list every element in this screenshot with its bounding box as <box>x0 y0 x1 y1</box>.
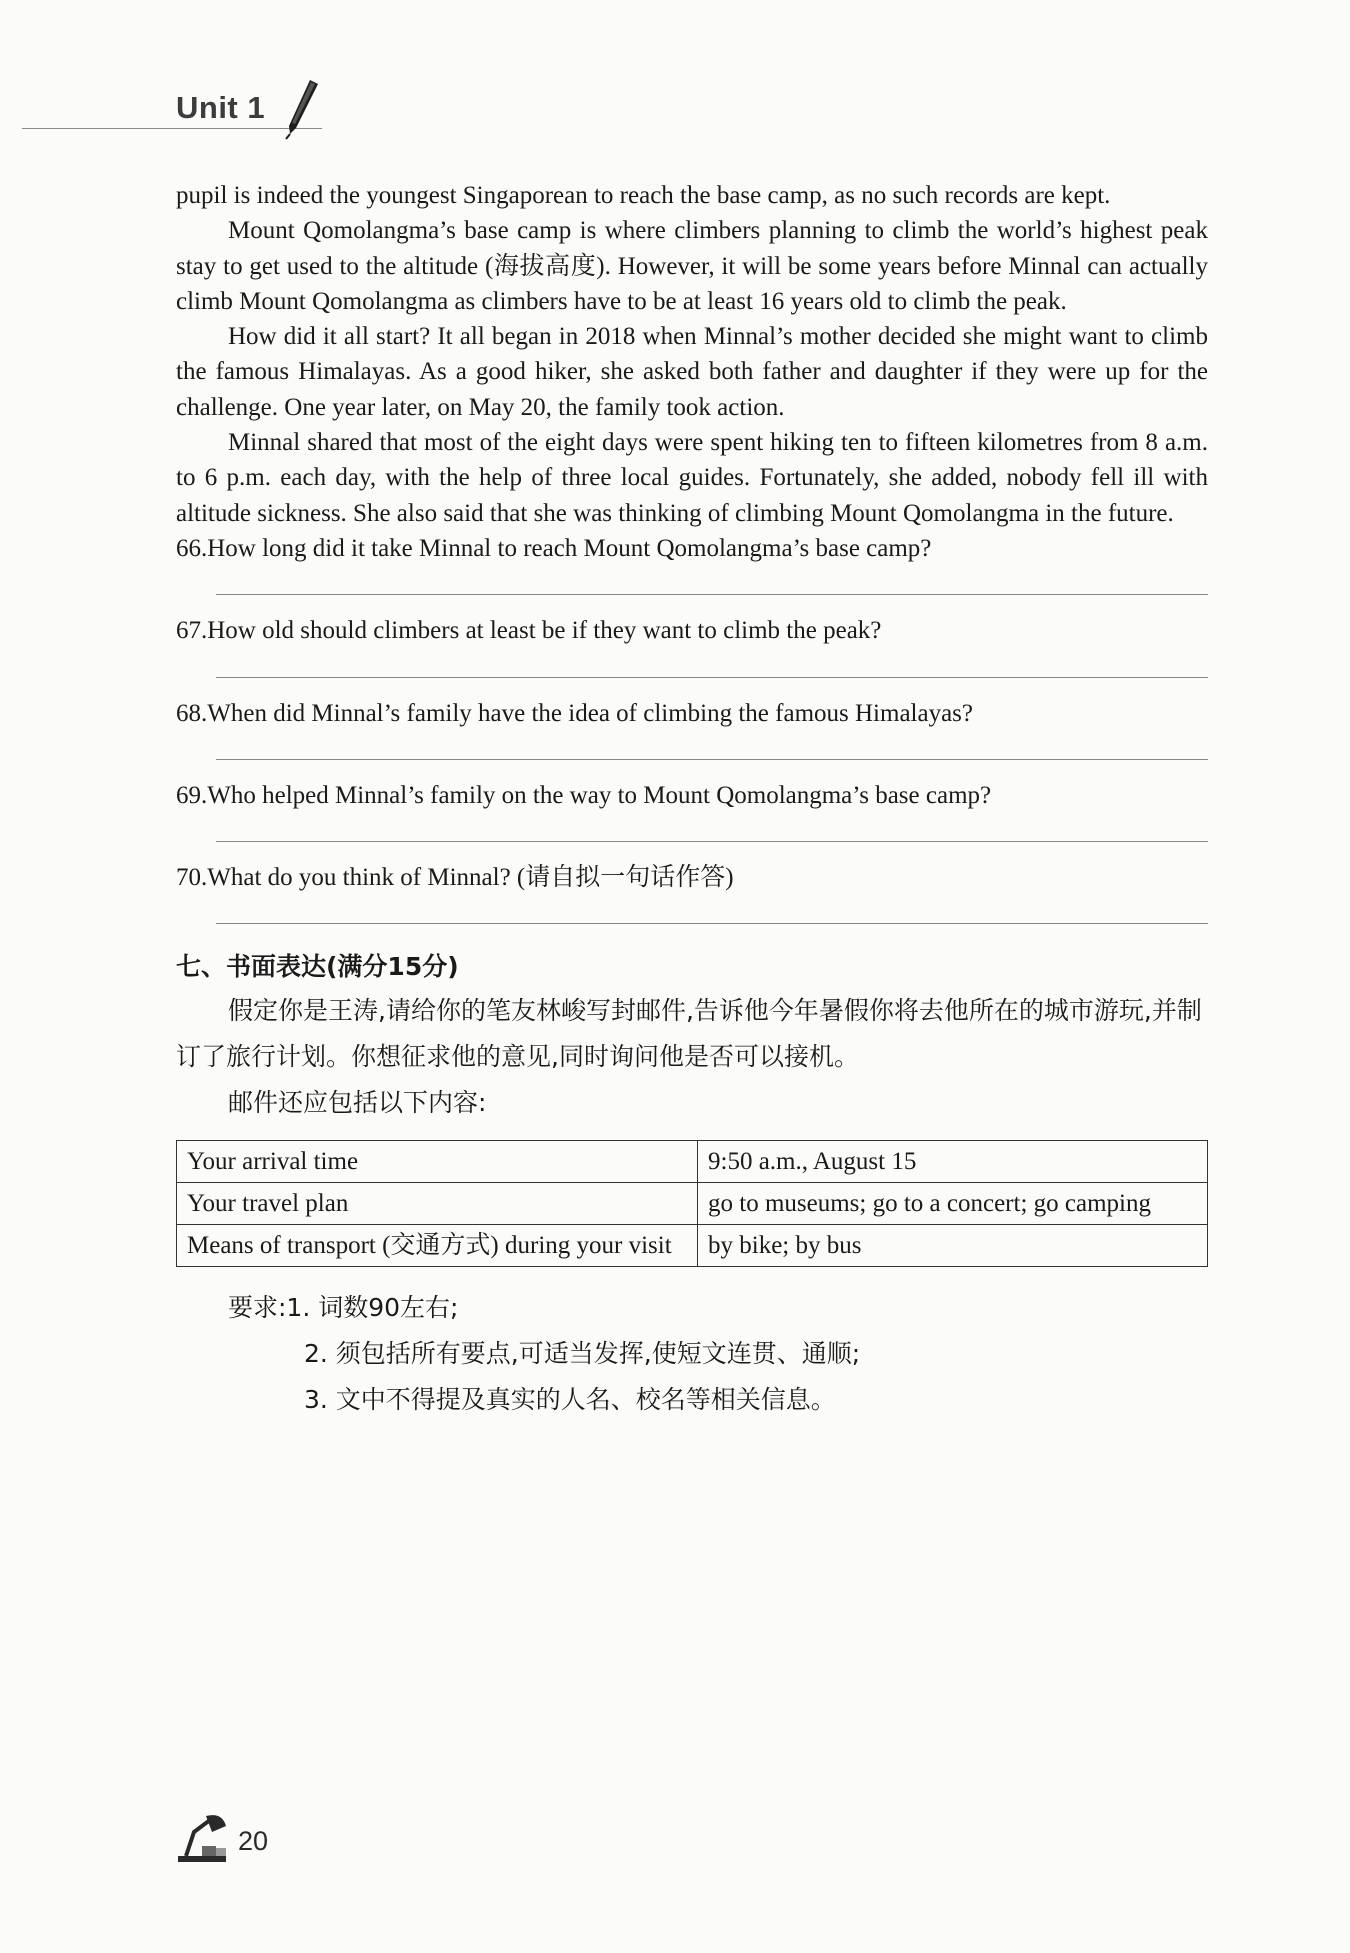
page-header <box>0 70 330 140</box>
question-number: 67. <box>176 617 208 645</box>
requirement-1: 要求:1. 词数90左右; <box>228 1293 459 1323</box>
pen-icon <box>280 78 324 140</box>
passage-paragraph-4: Minnal shared that most of the eight days were spent hiking ten to fifteen kilometres from 8 a.m. to 6 p.m. each day, with the help of three local guides. Fortunately, she added, nobody fell ill with altitude sickness. She also said that she was thinking of climbing Mount Qomolangma in the future. <box>176 429 1208 527</box>
answer-line-66[interactable] <box>216 594 1208 595</box>
passage-paragraph-1: pupil is indeed the youngest Singaporean to reach the base camp, as no such records are kept. <box>176 182 1111 209</box>
table-label: Your travel plan <box>177 1183 698 1225</box>
passage-paragraph-2: Mount Qomolangma’s base camp is where climbers planning to climb the world’s highest peak stay to get used to the altitude (海拔高度). However, it will be some years before Minnal can actually climb Mount Qomolangma as climbers have to be at least 16 years old to climb the peak. <box>176 217 1208 315</box>
desk-lamp-icon <box>176 1812 234 1864</box>
answer-line-70[interactable] <box>216 923 1208 924</box>
page-content <box>176 178 1208 1423</box>
table-value: go to museums; go to a concert; go camping <box>698 1183 1208 1225</box>
requirement-3: 3. 文中不得提及真实的人名、校名等相关信息。 <box>304 1385 836 1415</box>
question-text: What do you think of Minnal? (请自拟一句话作答) <box>207 864 734 892</box>
answer-line-69[interactable] <box>216 841 1208 842</box>
question-number: 68. <box>176 699 208 727</box>
page-footer <box>176 1812 296 1872</box>
writing-requirements <box>176 1285 1208 1423</box>
question-text: How old should climbers at least be if they want to climb the peak? <box>207 617 882 645</box>
question-68 <box>176 696 1208 760</box>
question-66 <box>176 531 1208 595</box>
question-text: How long did it take Minnal to reach Mount Qomolangma’s base camp? <box>207 534 932 562</box>
question-number: 69. <box>176 781 208 809</box>
answer-line-68[interactable] <box>216 759 1208 760</box>
answer-line-67[interactable] <box>216 677 1208 678</box>
passage-paragraph-3: How did it all start? It all began in 2018 when Minnal’s mother decided she might want to climb the famous Himalayas. As a good hiker, she asked both father and daughter if they were up for the challenge. One year later, on May 20, the family took action. <box>176 323 1208 421</box>
question-number: 70. <box>176 864 208 892</box>
page-number: 20 <box>238 1826 269 1856</box>
unit-title: Unit 1 <box>176 90 266 125</box>
table-value: by bike; by bus <box>698 1225 1208 1267</box>
table-row <box>177 1141 1208 1183</box>
travel-info-table <box>176 1140 1208 1267</box>
header-rule <box>22 128 322 129</box>
writing-prompt: 假定你是王涛,请给你的笔友林峻写封邮件,告诉他今年暑假你将去他所在的城市游玩,并制订了旅行计划。你想征求他的意见,同时询问他是否可以接机。 <box>176 996 1202 1072</box>
table-value: 9:50 a.m., August 15 <box>698 1141 1208 1183</box>
question-69 <box>176 778 1208 842</box>
table-row <box>177 1225 1208 1267</box>
requirement-2: 2. 须包括所有要点,可适当发挥,使短文连贯、通顺; <box>304 1339 861 1369</box>
table-label: Your arrival time <box>177 1141 698 1183</box>
table-label: Means of transport (交通方式) during your visit <box>177 1225 698 1267</box>
writing-section-title: 七、书面表达(满分15分) <box>176 952 459 982</box>
question-text: Who helped Minnal’s family on the way to Mount Qomolangma’s base camp? <box>207 781 992 809</box>
writing-prompt-contents: 邮件还应包括以下内容: <box>228 1088 487 1118</box>
question-70 <box>176 860 1208 924</box>
question-67 <box>176 613 1208 677</box>
question-text: When did Minnal’s family have the idea of climbing the famous Himalayas? <box>207 699 974 727</box>
table-row <box>177 1183 1208 1225</box>
question-number: 66. <box>176 534 208 562</box>
